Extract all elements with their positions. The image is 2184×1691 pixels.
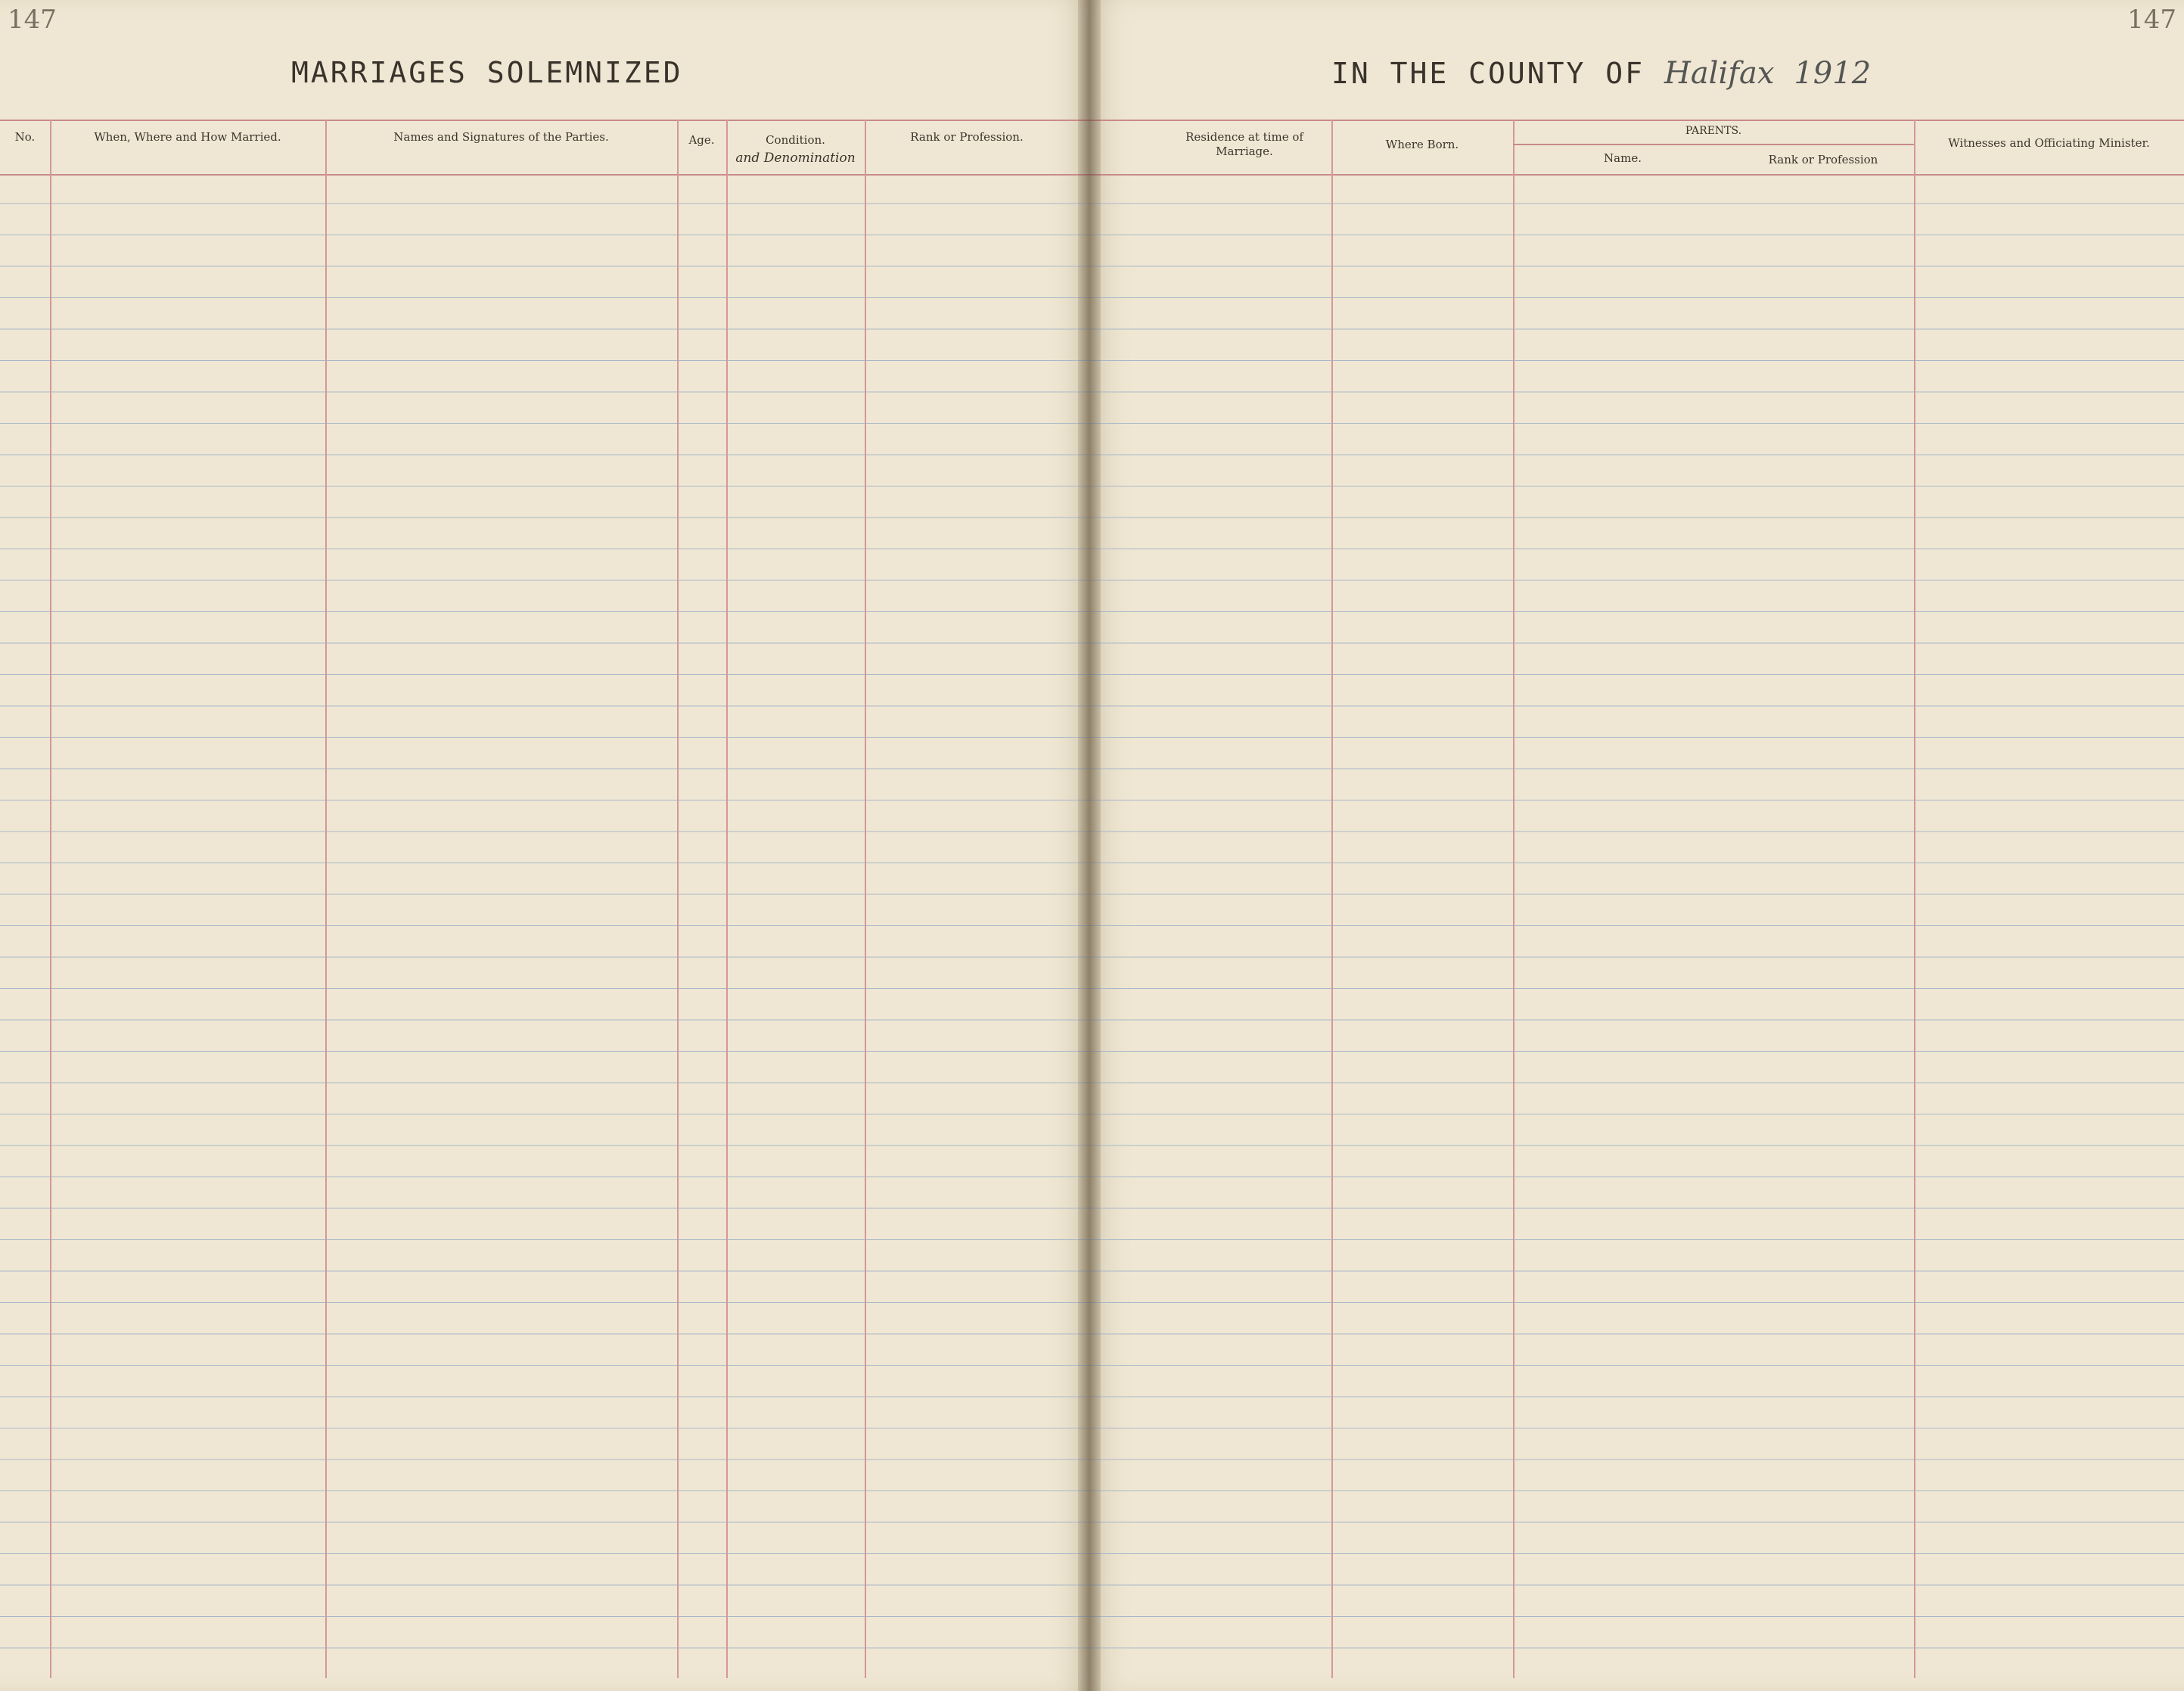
ruled-lines <box>0 173 1089 1678</box>
record-row-left <box>0 195 1089 278</box>
page-number: 147 <box>2127 5 2176 35</box>
page-title <box>1331 56 1871 91</box>
year: 1912 <box>1794 56 1872 91</box>
column-rule <box>865 120 866 1678</box>
ruled-lines <box>1089 173 2184 1678</box>
header-rank: Rank or Profession. <box>910 130 1024 144</box>
right-page <box>1089 0 2184 1691</box>
county-name: Halifax <box>1664 56 1775 91</box>
parents-rule <box>1513 144 1914 145</box>
header-age: Age. <box>688 133 715 147</box>
column-rule <box>325 120 327 1678</box>
column-rule <box>1331 120 1333 1678</box>
header-residence: Residence at time of Marriage. <box>1185 130 1303 158</box>
column-rule <box>677 120 679 1678</box>
header-born: Where Born. <box>1385 138 1459 151</box>
header-witnesses: Witnesses and Officiating Minister. <box>1948 136 2150 150</box>
header-condition: Condition. <box>766 133 825 147</box>
page-number: 147 <box>8 5 57 35</box>
column-rule <box>50 120 51 1678</box>
header-parent-name: Name. <box>1604 151 1642 165</box>
column-rule <box>726 120 728 1678</box>
book-gutter <box>1078 0 1101 1691</box>
column-header-band <box>0 120 1089 176</box>
header-when: When, Where and How Married. <box>94 130 281 144</box>
header-parent-rank: Rank or Profession <box>1768 153 1878 166</box>
header-condition-sub: and Denomination <box>735 151 856 166</box>
header-names: Names and Signatures of the Parties. <box>393 130 609 144</box>
column-rule <box>1513 120 1515 1678</box>
left-page <box>0 0 1089 1691</box>
header-parents: PARENTS. <box>1685 125 1742 137</box>
page-title: MARRIAGES SOLEMNIZED <box>291 56 683 89</box>
header-no: No. <box>14 130 36 144</box>
column-rule <box>1914 120 1915 1678</box>
title-text: IN THE COUNTY OF <box>1331 57 1645 90</box>
